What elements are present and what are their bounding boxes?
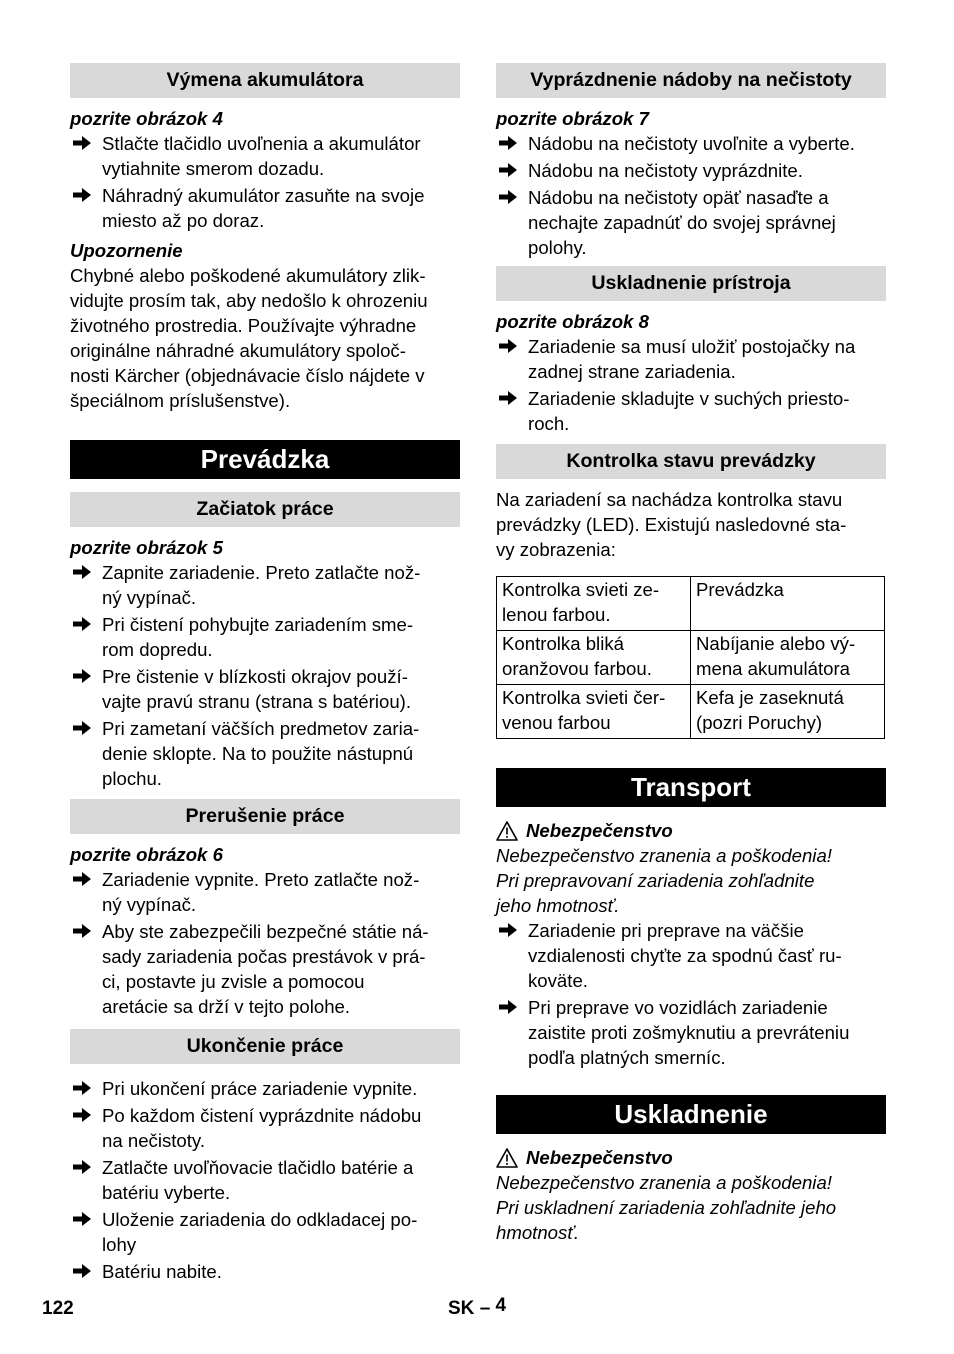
text-line: Pri uskladnení zariadenia zohľadnite jeho bbox=[496, 1197, 837, 1218]
arrow-right-icon bbox=[72, 614, 92, 634]
arrow-right-icon bbox=[72, 185, 92, 205]
text-line: na nečistoty. bbox=[102, 1130, 206, 1151]
warning-text bbox=[496, 843, 886, 918]
table-row bbox=[497, 685, 885, 739]
text-line: originálne náhradné akumulátory spoloč- bbox=[70, 340, 406, 361]
text-line: Chybné alebo poškodené akumulátory zlik- bbox=[70, 265, 426, 286]
text-line: Nádobu na nečistoty uvoľnite a vyberte. bbox=[528, 133, 855, 154]
cell-line: (pozri Poruchy) bbox=[696, 712, 823, 733]
list-item bbox=[70, 1259, 460, 1284]
list-item bbox=[70, 716, 460, 791]
arrow-right-icon bbox=[498, 336, 518, 356]
language-code: SK bbox=[448, 1298, 475, 1319]
text-line: prevádzky (LED). Existujú nasledovné sta- bbox=[496, 514, 847, 535]
cell-line: Kontrolka bliká bbox=[502, 633, 624, 654]
list-item bbox=[496, 131, 886, 156]
cell-line: Kontrolka svieti ze- bbox=[502, 579, 660, 600]
text-line: vajte pravú stranu (strana s batériou). bbox=[102, 691, 412, 712]
text-line: jeho hmotnosť. bbox=[496, 895, 620, 916]
status-intro-text bbox=[496, 487, 886, 562]
note-text bbox=[70, 263, 460, 413]
chapter-heading-storage: Uskladnenie bbox=[496, 1095, 886, 1134]
list-item bbox=[496, 918, 886, 993]
instruction-list bbox=[496, 334, 886, 436]
text-line: vidujte prosím tak, aby nedošlo k ohrozeniu bbox=[70, 290, 428, 311]
text-line: nechajte zapadnúť do svojej správnej bbox=[528, 212, 836, 233]
text-line: koväte. bbox=[528, 970, 588, 991]
text-line: vy zobrazenia: bbox=[496, 539, 616, 560]
table-cell-meaning bbox=[691, 685, 885, 739]
arrow-right-icon bbox=[498, 133, 518, 153]
text-line: plochu. bbox=[102, 768, 162, 789]
table-row bbox=[497, 577, 885, 631]
text-line: vytiahnite smerom dozadu. bbox=[102, 158, 325, 179]
text-line: Pre čistenie v blízkosti okrajov použí- bbox=[102, 666, 408, 687]
text-line: denie sklopte. Na to použite nástupnú bbox=[102, 743, 414, 764]
arrow-right-icon bbox=[72, 1209, 92, 1229]
text-line: Po každom čistení vyprázdnite nádobu bbox=[102, 1105, 422, 1126]
table-row bbox=[497, 631, 885, 685]
right-column bbox=[496, 63, 886, 1245]
text-line: miesto až po doraz. bbox=[102, 210, 265, 231]
instruction-list bbox=[70, 131, 460, 233]
text-line: ný vypínač. bbox=[102, 894, 197, 915]
list-item bbox=[496, 386, 886, 436]
cell-line: oranžovou farbou. bbox=[502, 658, 652, 679]
text-line: zadnej strane zariadenia. bbox=[528, 361, 736, 382]
text-line: Zapnite zariadenie. Preto zatlačte nož- bbox=[102, 562, 421, 583]
list-item bbox=[70, 131, 460, 181]
text-line: podľa platných smerníc. bbox=[528, 1047, 726, 1068]
text-line: ný vypínač. bbox=[102, 587, 197, 608]
instruction-list bbox=[496, 131, 886, 260]
list-item bbox=[496, 995, 886, 1070]
cell-line: Nabíjanie alebo vý- bbox=[696, 633, 856, 654]
section-heading-empty-dirt-container: Vyprázdnenie nádoby na nečistoty bbox=[496, 63, 886, 98]
instruction-list bbox=[70, 1076, 460, 1284]
text-line: Pri čistení pohybujte zariadením sme- bbox=[102, 614, 414, 635]
arrow-right-icon bbox=[72, 666, 92, 686]
text-line: Náhradný akumulátor zasuňte na svoje bbox=[102, 185, 425, 206]
warning-label: Nebezpečenstvo bbox=[526, 820, 673, 841]
list-item bbox=[70, 1103, 460, 1153]
table-cell-indicator bbox=[497, 685, 691, 739]
note-title: Upozornenie bbox=[70, 240, 183, 261]
table-cell-indicator bbox=[497, 631, 691, 685]
chapter-heading-operation: Prevádzka bbox=[70, 440, 460, 479]
text-line: životného prostredia. Používajte výhradne bbox=[70, 315, 417, 336]
list-item bbox=[70, 867, 460, 917]
warning-triangle-icon bbox=[496, 821, 518, 841]
warning-title bbox=[496, 1145, 886, 1170]
text-line: Uloženie zariadenia do odkladacej po- bbox=[102, 1209, 418, 1230]
instruction-list bbox=[70, 560, 460, 791]
cell-line: Prevádzka bbox=[696, 579, 784, 600]
text-line: Pri ukončení práce zariadenie vypnite. bbox=[102, 1078, 418, 1099]
text-line: vzdialenosti chyťte za spodnú časť ru- bbox=[528, 945, 842, 966]
list-item bbox=[496, 334, 886, 384]
instruction-list bbox=[70, 867, 460, 1019]
list-item bbox=[70, 1207, 460, 1257]
text-line: Nebezpečenstvo zranenia a poškodenia! bbox=[496, 845, 832, 866]
arrow-right-icon bbox=[72, 562, 92, 582]
cell-line: lenou farbou. bbox=[502, 604, 611, 625]
section-heading-start-work: Začiatok práce bbox=[70, 492, 460, 527]
text-line: Zariadenie sa musí uložiť postojačky na bbox=[528, 336, 856, 357]
text-line: Na zariadení sa nachádza kontrolka stavu bbox=[496, 489, 843, 510]
figure-reference: pozrite obrázok 7 bbox=[496, 108, 649, 129]
text-line: zaistite proti zošmyknutiu a prevráteniu bbox=[528, 1022, 850, 1043]
warning-label: Nebezpečenstvo bbox=[526, 1147, 673, 1168]
text-line: polohy. bbox=[528, 237, 587, 258]
footer-dash: – bbox=[479, 1298, 491, 1319]
section-heading-battery-replacement: Výmena akumulátora bbox=[70, 63, 460, 98]
cell-line: venou farbou bbox=[502, 712, 611, 733]
text-line: Aby ste zabezpečili bezpečné státie ná- bbox=[102, 921, 429, 942]
arrow-right-icon bbox=[498, 997, 518, 1017]
arrow-right-icon bbox=[72, 869, 92, 889]
text-line: Zariadenie vypnite. Preto zatlačte nož- bbox=[102, 869, 420, 890]
section-heading-status-indicator: Kontrolka stavu prevádzky bbox=[496, 444, 886, 479]
footer-subpage: 4 bbox=[495, 1295, 507, 1316]
figure-reference: pozrite obrázok 8 bbox=[496, 311, 649, 332]
instruction-list bbox=[496, 918, 886, 1070]
cell-line: mena akumulátora bbox=[696, 658, 850, 679]
figure-reference: pozrite obrázok 4 bbox=[70, 108, 223, 129]
figure-reference: pozrite obrázok 6 bbox=[70, 844, 223, 865]
text-line: nosti Kärcher (objednávacie číslo nájdete v bbox=[70, 365, 425, 386]
section-heading-device-storage: Uskladnenie prístroja bbox=[496, 266, 886, 301]
text-line: roch. bbox=[528, 413, 570, 434]
arrow-right-icon bbox=[72, 718, 92, 738]
list-item bbox=[70, 612, 460, 662]
text-line: Pri preprave vo vozidlách zariadenie bbox=[528, 997, 828, 1018]
text-line: Batériu nabite. bbox=[102, 1261, 222, 1282]
text-line: batériu vyberte. bbox=[102, 1182, 231, 1203]
arrow-right-icon bbox=[72, 1157, 92, 1177]
text-line: Zariadenie pri preprave na väčšie bbox=[528, 920, 804, 941]
list-item bbox=[70, 183, 460, 233]
text-line: lohy bbox=[102, 1234, 137, 1255]
text-line: Stlačte tlačidlo uvoľnenia a akumulátor bbox=[102, 133, 421, 154]
list-item bbox=[70, 1155, 460, 1205]
left-column bbox=[70, 63, 460, 1286]
text-line: Nádobu na nečistoty vyprázdnite. bbox=[528, 160, 803, 181]
arrow-right-icon bbox=[72, 1261, 92, 1281]
chapter-heading-transport: Transport bbox=[496, 768, 886, 807]
text-line: hmotnosť. bbox=[496, 1222, 580, 1243]
arrow-right-icon bbox=[498, 388, 518, 408]
list-item bbox=[496, 185, 886, 260]
text-line: aretácie sa drží v tejto polohe. bbox=[102, 996, 351, 1017]
text-line: Nádobu na nečistoty opäť nasaďte a bbox=[528, 187, 829, 208]
table-cell-indicator bbox=[497, 577, 691, 631]
section-heading-interrupt-work: Prerušenie práce bbox=[70, 799, 460, 834]
list-item bbox=[70, 1076, 460, 1101]
arrow-right-icon bbox=[498, 160, 518, 180]
text-line: Nebezpečenstvo zranenia a poškodenia! bbox=[496, 1172, 832, 1193]
text-line: Pri zametaní väčších predmetov zaria- bbox=[102, 718, 420, 739]
arrow-right-icon bbox=[498, 187, 518, 207]
warning-triangle-icon bbox=[496, 1148, 518, 1168]
arrow-right-icon bbox=[72, 1078, 92, 1098]
warning-text bbox=[496, 1170, 886, 1245]
section-heading-finish-work: Ukončenie práce bbox=[70, 1029, 460, 1064]
text-line: ci, postavte ju zvisle a pomocou bbox=[102, 971, 365, 992]
status-table bbox=[496, 576, 885, 739]
list-item bbox=[70, 560, 460, 610]
text-line: Pri prepravovaní zariadenia zohľadnite bbox=[496, 870, 815, 891]
text-line: Zariadenie skladujte v suchých priesto- bbox=[528, 388, 850, 409]
page-number: 122 bbox=[42, 1298, 74, 1319]
arrow-right-icon bbox=[498, 920, 518, 940]
list-item bbox=[70, 664, 460, 714]
table-cell-meaning bbox=[691, 631, 885, 685]
warning-title bbox=[496, 818, 886, 843]
text-line: rom dopredu. bbox=[102, 639, 213, 660]
page-footer-label bbox=[448, 1295, 507, 1320]
arrow-right-icon bbox=[72, 1105, 92, 1125]
arrow-right-icon bbox=[72, 133, 92, 153]
list-item bbox=[496, 158, 886, 183]
figure-reference: pozrite obrázok 5 bbox=[70, 537, 223, 558]
cell-line: Kontrolka svieti čer- bbox=[502, 687, 666, 708]
text-line: sady zariadenia počas prestávok v prá- bbox=[102, 946, 426, 967]
arrow-right-icon bbox=[72, 921, 92, 941]
text-line: špeciálnom príslušenstve). bbox=[70, 390, 291, 411]
table-cell-meaning bbox=[691, 577, 885, 631]
cell-line: Kefa je zaseknutá bbox=[696, 687, 844, 708]
text-line: Zatlačte uvoľňovacie tlačidlo batérie a bbox=[102, 1157, 414, 1178]
list-item bbox=[70, 919, 460, 1019]
